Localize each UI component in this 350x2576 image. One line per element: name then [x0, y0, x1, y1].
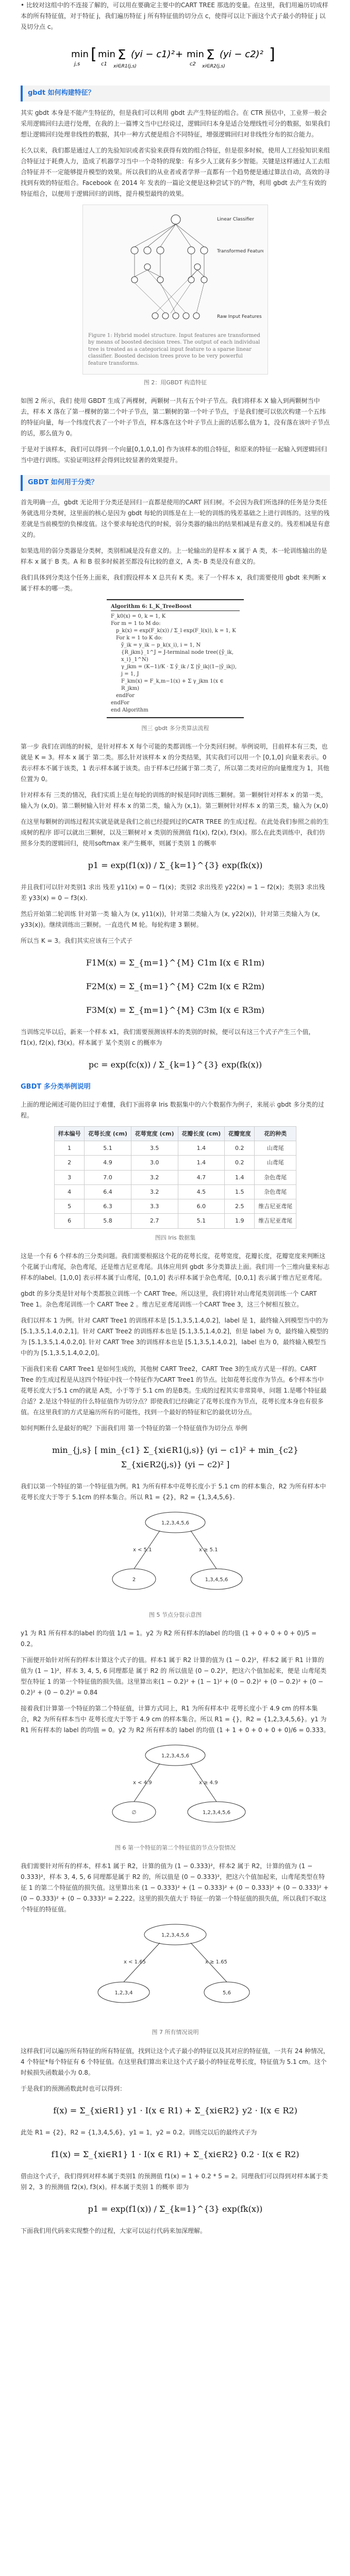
paragraph: 然后开始第二轮训练 针对第一类 输入为 (x, y11(x))，针对第二类输入为 (x, y22(x))，针对第三类输入为 (x, y33(x))。继续训练出三颗树。一直迭代 M 轮。每轮构建 3 颗树。: [21, 910, 320, 928]
paragraph: 其实 gbdt 本身是不能产生特征的，但是我们可以利用 gbdt 去产生特征的组合。在 CTR 预估中，工业界一般会采用逻辑回归去进行处理，在我的上一篇博文当中已经说过，逻辑回归本身是适合处理线性可分的数据，如果我们想让逻辑回归处理非线性的数据，其中一种方式便是组合不同特征，增强逻辑回归对非线性分布的拟合能力。: [21, 109, 330, 138]
table-cell: 3.5: [131, 1141, 178, 1156]
table-row: [55, 1199, 296, 1214]
paragraph: 上面的理论阐述可能仍旧过于难懂，我们下面将拿 Iris 数据集中的六个数据作为例子，来展示 gbdt 多分类的过程。: [21, 1100, 324, 1119]
paragraph: 下面便开始针对所有的样本计算这个式子的值。样本1 属于 R2 计算的值为 (1 − 0.2)²，样本2 属于 R1 计算的值为 (1 − 1)²，样本 3, 4, 5, 6 同理都是 属于 R2 的 所以值是 (0 − 0.2)²，把这六个值加起来，便是 山鸢尾类型在特征 1 的第一个特征值的损失值。这里算出来(1 − 0.2)² + (1 − 1)² + (0 − 0.2)² + (0 − 0.2)² + (0 − 0.2)² + (0 − 0.2)² = 0.84: [21, 1656, 327, 1696]
table-cell: 0.2: [225, 1156, 255, 1170]
algorithm-line: For k = 1 to K do:: [116, 635, 163, 641]
table-cell: 杂色鸢尾: [255, 1170, 296, 1184]
table-row: [55, 1170, 296, 1184]
split-label-right: x ≥ 4.9: [199, 1780, 218, 1786]
table-cell: 6.4: [85, 1184, 131, 1199]
prediction-formula: f(x) = Σ_{xi∈R1} y1 · I(x ∈ R1) + Σ_{xi∈R2} y2 · I(x ∈ R2): [53, 2105, 297, 2115]
paragraph: 如图 2 所示，我们 使用 GBDT 生成了两棵树，两颗树一共有五个叶子节点。我们将样本 X 输入到两颗树当中去，样本 X 落在了第一棵树的第二个叶子节点，第二颗树的第一个叶子节点，于是我们便可以依次构建一个五纬的特征向量，每一个纬度代表了一个叶子节点，样本落在这个叶子节点上面的话那么值为 1，没有落在该叶子节点的话，那么值为 0。: [21, 397, 330, 437]
paragraph: 下面我们用代码来实现整个的过程，大家可以运行代码来加深理解。: [21, 2227, 207, 2234]
fig-label-linear: Linear Classifier: [217, 216, 254, 222]
table-header-cell: 花瓣宽度: [225, 1126, 255, 1141]
intro-paragraph: • 比较对这组中的不连接了解的，可以用在要确定主要中的CART TREE 那选的变量。在这里，我们用遍历切成样本的所有特征值，对于特征 j，我们遍历特征 j 所有特征值的切分点 c，使得可以让下面这个式子最小的特征 j 以及切分点 c。: [21, 2, 328, 30]
formula-F2M: F2M(x) = Σ_{m=1}^{M} C2m I(x ∈ R2m): [86, 981, 265, 991]
svg-text:(yi − c1)²: (yi − c1)²: [131, 49, 175, 60]
algorithm-line: endFor: [116, 692, 135, 699]
split-loss-formula-svg: [67, 42, 284, 71]
svg-text:Σ: Σ: [206, 47, 215, 63]
paragraph: 下面我们来看 CART Tree1 是如何生成的，其他树 CART Tree2，CART Tree 3的生成方式是一样的。CART Tree 的生成过程是从这四个特征中找一个特征作为CART Tree1 的节点。比如花萼长度作为节点。6个样本当中花萼长度大于5.1 cm的就是 A类，小于等于 5.1 cm 的是B类。生成的过程其实非常简单，问题 1.是哪个特征最合适？2.是这个特征的什么特征值作为切分点？即使我们已经确定了花萼长度作为节点，花萼长度本身也有很多值。在这里我们的方式是遍历所有的可能性，找到一个最好的特征和它的最优切分点。: [21, 1365, 327, 1416]
node-split-figure-6: [93, 1741, 258, 1839]
paragraph: 在这里每颗树的训练过程其实就是就是我们之前已经提到过的CATR TREE 的生成过程。在此处我们参照之前的生成树的程序 即可以就出三颗树，以及三颗树对 x 类别的预测值 f1(x), f2(x), f3(x)。那么在此类训练中，我们仿照多分类的逻辑回归，使用softmax 来产生概率，则属于类别 1 的概率: [21, 818, 329, 847]
svg-text:2: 2: [132, 1577, 136, 1583]
softmax-formula-pc: pc = exp(fc(x)) / Σ_{k=1}^{3} exp(fk(x)): [88, 1060, 262, 1070]
table-header-cell: 花萼长度 (cm): [85, 1126, 131, 1141]
table-header-cell: 样本编号: [55, 1126, 85, 1141]
paragraph: 首先明确一点，gbdt 无论用于分类还是回归一直都是使用的CART 回归树。不会因为我们所选择的任务是分类任务就选用分类树，这里面的核心是因为 gbdt 每轮的训练是在上一轮的训练的残差基础之上进行训练的。这里的残差就是当前模型的负梯度值。这个要求每轮迭代的时候，弱分类器的输出的结果相减是有意义的。残差相减是有意义的。: [21, 498, 330, 538]
algorithm-line: {R_jkm}_1^J = J-terminal node tree({ỹ_ik, x_i}_1^N): [121, 649, 234, 663]
paragraph: 如果选用的弱分类器是分类树，类别相减是没有意义的。上一轮输出的是样本 x 属于 A 类，本一轮训练输出的是样本 x 属于 B 类。A 和 B 很多时候甚至都没有比较的意义，A 类- B 类是没有意义的。: [21, 547, 327, 565]
paragraph: 我们需要针对所有的样本，样本1 属于 R2，计算的值为 (1 − 0.333)²，样本2 属于 R2，计算的值为 (1 − 0.333)²，样本 3, 4, 5, 6 同理都是属于 R2 的，所以值是 (0 − 0.333)²，把这六个值加起来，山鸢尾类型在特征 1 的第二个特征值的损失值。这里算出来 (1 − 0.333)² + (1 − 0.333)² + (0 − 0.333)² + (0 − 0.333)² + (0 − 0.333)² + (0 − 0.333)² = 2.222。这里的损失值大于 特征一的第一个特征值的损失值，所以我们不取这个特征的特征值。: [21, 1862, 329, 1913]
formula-F3M: F3M(x) = Σ_{m=1}^{M} C3m I(x ∈ R3m): [86, 1005, 265, 1015]
paragraph: 于是我们的预测函数此时也可以得到：: [21, 2084, 126, 2092]
svg-text:c2: c2: [190, 61, 196, 67]
paragraph: 针对样本有 三类的情况，我们实质上是在每轮的训练的时候是同时训练三颗树。第一颗树针对样本 x 的第一类，输入为 (x,0)。第二颗树输入针对 样本 x 的第二类，输入为 (x,1)。第三颗树针对样本 x 的第三类，输入为 (x,0): [21, 791, 328, 809]
figure-en-caption: Figure 1: Hybrid model structure. Input features are transformed by means of boosted decision trees. The output of each individual tree is treated as a categorical input feature to a sparse linear classifier. Boosted decision trees prove to be very powerful feature transforms.: [88, 332, 260, 366]
node-split-figure-5: [93, 1508, 258, 1606]
table-cell: 4.9: [85, 1156, 131, 1170]
table-cell: 山鸢尾: [255, 1156, 296, 1170]
split-loss-formula: [21, 42, 330, 76]
paragraph: gbdt 的多分类是针对每个类都独立训练一个 CART Tree。所以这里，我们将针对山鸢尾类别训练一个 CART Tree 1。杂色鸢尾训练一个 CART Tree 2 。维吉尼亚鸢尾训练一个CART Tree 3，这三个树相互独立。: [21, 1290, 317, 1308]
article: [21, 0, 330, 2242]
table-cell: 2: [55, 1156, 85, 1170]
softmax-formula-p1: p1 = exp(f1(x)) / Σ_{k=1}^{3} exp(fk(x)): [88, 860, 263, 870]
svg-text:min: min: [71, 49, 89, 60]
table-caption: 图四 Iris 数据集: [155, 1234, 196, 1241]
table-header-cell: 花的种类: [255, 1126, 296, 1141]
table-cell: 维吉尼亚鸢尾: [255, 1214, 296, 1228]
svg-text:[: [: [91, 45, 97, 63]
table-cell: 1.5: [225, 1184, 255, 1199]
figure-caption: 图 7 所有情况说明: [152, 2029, 199, 2036]
split-label-left: x < 5.1: [133, 1547, 152, 1553]
paragraph: 我们以第一个特征的第一个特征值为例。R1 为所有样本中花萼长度小于 5.1 cm 的样本集合，R2 为所有样本中花萼长度大于等于 5.1cm 的样本集合。所以 R1 = {2}，R2 = {1,3,4,5,6}.: [21, 1482, 326, 1501]
hybrid-model-diagram: [88, 210, 263, 329]
svg-text:min: min: [98, 49, 115, 60]
svg-text:∅: ∅: [131, 1810, 137, 1816]
table-cell: 6: [55, 1214, 85, 1228]
table-cell: 2.7: [131, 1214, 178, 1228]
paragraph: 当训练完毕以后，新来一个样本 x1，我们需要预测该样本的类别的时候，便可以有这三个式子产生三个值，f1(x), f2(x), f3(x)。样本属于 某个类别 c 的概率为: [21, 1028, 315, 1046]
table-cell: 1.9: [225, 1214, 255, 1228]
table-cell: 5.8: [85, 1214, 131, 1228]
figure-caption: 图 6 第一个特征的第二个特征值的节点分裂情况: [115, 1844, 236, 1851]
softmax-formula-p1b: p1 = exp(f1(x)) / Σ_{k=1}^{3} exp(fk(x)): [88, 2204, 263, 2214]
svg-text:Σ: Σ: [118, 47, 126, 63]
table-row: [55, 1141, 296, 1156]
algorithm-line: p_k(x) = exp(F_k(x)) / Σ_l exp(F_l(x)), k = 1, K: [116, 628, 236, 634]
table-cell: 6.0: [178, 1199, 225, 1214]
svg-text:1,2,3,4: 1,2,3,4: [114, 1990, 133, 1996]
paragraph: 于是对于该样本，我们可以得到一个向量[0,1,0,1,0] 作为该样本的组合特征，和原来的特征一起输入到逻辑回归当中进行训练。实验证明这样会得到比较显著的效果提升。: [21, 446, 327, 464]
svg-text:j,s: j,s: [74, 61, 80, 67]
table-cell: 0.2: [225, 1141, 255, 1156]
svg-text:1,2,3,4,5,6: 1,2,3,4,5,6: [161, 1520, 190, 1526]
prediction-formula-final: f1(x) = Σ_{xi∈R1} 1 · I(x ∈ R1) + Σ_{xi∈R2} 0.2 · I(x ∈ R2): [51, 2149, 299, 2159]
svg-text:1,2,3,4,5,6: 1,2,3,4,5,6: [161, 1933, 190, 1939]
iris-table: [54, 1126, 296, 1229]
paragraph: 这是一个有 6 个样本的三分类问题。我们需要根据这个花的花萼长度，花萼宽度，花瓣长度，花瓣宽度来判断这个花属于山鸢尾，杂色鸢尾，还是维吉尼亚鸢尾。具体应用到 gbdt 多分类算法上面。我们用一个三维向量来标志样本的label。[1,0,0] 表示样本属于山鸢尾，[0,1,0] 表示样本属于杂色鸢尾，[0,0,1] 表示属于维吉尼亚鸢尾。: [21, 1252, 330, 1281]
hybrid-model-figure: [82, 205, 268, 375]
svg-text:c1: c1: [101, 61, 107, 67]
svg-text:]: ]: [269, 45, 275, 63]
paragraph: y1 为 R1 所有样本的label 的均值 1/1 = 1。y2 为 R2 所有样本的label 的均值 (1 + 0 + 0 + 0 + 0)/5 = 0.2。: [21, 1630, 317, 1648]
algorithm-title: Algorithm 6: L_K_TreeBoost: [111, 603, 240, 611]
table-cell: 杂色鸢尾: [255, 1184, 296, 1199]
paragraph: 接着我们计算第一个特征的第二个特征值，计算方式同上，R1 为所有样本中 花萼长度小于 4.9 cm 的样本集合，R2 为所有样本当中 花萼长度大于等于 4.9 cm 的样本集合。所以 R1 = {}，R2 = {1,2,3,4,5,6}。y1 为 R1 所有样本的 label 的均值 = 0。y2 为 R2 所有样本的 label 的均值 (1 + 1 + 0 + 0 + 0 + 0)/6 = 0.333。: [21, 1705, 330, 1734]
table-cell: 3.0: [131, 1156, 178, 1170]
table-cell: 4: [55, 1184, 85, 1199]
paragraph: 如何判断什么是最好的呢？下面我们用 第一个特征的第一个特征值作为切分点 举例: [21, 1424, 247, 1432]
table-row: [55, 1184, 296, 1199]
table-row: [55, 1214, 296, 1228]
svg-text:+: +: [175, 49, 184, 60]
table-header-cell: 花萼宽度 (cm): [131, 1126, 178, 1141]
split-label-left: x < 1.65: [124, 1959, 146, 1965]
table-cell: 3.2: [131, 1184, 178, 1199]
formula-F1M: F1M(x) = Σ_{m=1}^{M} C1m I(x ∈ R1m): [86, 958, 265, 968]
algorithm-line: ỹ_ik = y_ik − p_k(x_i), i = 1, N: [121, 642, 201, 648]
split-label-right: x ≥ 1.65: [205, 1959, 227, 1965]
table-cell: 维吉尼亚鸢尾: [255, 1199, 296, 1214]
svg-text:5,6: 5,6: [223, 1990, 231, 1996]
table-cell: 1: [55, 1141, 85, 1156]
table-cell: 5.1: [85, 1141, 131, 1156]
paragraph: 我们具体到分类这个任务上面来，我们假设样本 X 总共有 K 类。来了一个样本 x，我们需要使用 gbdt 来判断 x 属于样本的哪一类。: [21, 573, 326, 592]
figure-caption: 图三 gbdt 多分类算法流程: [141, 724, 209, 732]
svg-text:1,2,3,4,5,6: 1,2,3,4,5,6: [161, 1753, 190, 1759]
algorithm-line: For m = 1 to M do:: [111, 620, 161, 626]
table-cell: 1.4: [225, 1170, 255, 1184]
svg-text:xi∈R1(j,s): xi∈R1(j,s): [113, 64, 137, 69]
svg-text:xi∈R2(j,s): xi∈R2(j,s): [202, 64, 225, 69]
paragraph: 这样我们可以遍历所有特征的所有特征值，找到让这个式子最小的特征以及其对应的特征值，一共有 24 种情况，4 个特征*每个特征有 6 个特征值。在这里我们算出来让这个式子最小的特征花萼长度，特征值为 5.1 cm。这个时候损失函数最小为 0.8。: [21, 2047, 329, 2076]
table-cell: 5: [55, 1199, 85, 1214]
table-header-row: [55, 1126, 296, 1141]
algorithm-line: F_km(x) = F_k,m−1(x) + Σ γ_jkm 1(x ∈ R_jkm): [121, 678, 224, 691]
table-cell: 1.4: [178, 1141, 225, 1156]
figure-caption: 图 5 节点分裂示意图: [149, 1611, 202, 1618]
svg-text:Transformed Features: Transformed Features: [217, 248, 263, 254]
algorithm-line: F_k0(x) = 0, k = 1, K: [111, 613, 166, 619]
svg-text:1,3,4,5,6: 1,3,4,5,6: [205, 1577, 228, 1583]
paragraph: 我们以样本 1 为例。针对 CART Tree1 的训练样本是 [5.1,3.5,1.4,0.2]，label 是 1，最终输入到模型当中的为 [5.1,3.5,1.4,0.2,1]。针对 CART Tree2 的训练样本也是 [5.1,3.5,1.4,0.2]，但是 label 为 0，最终输入模型的为 [5.1,3.5,1.4,0.2,0]. 针对 CART Tree 3的训练样本也是 [5.1,3.5,1.4,0.2]，label 也为 0，最终输入模型当中的为 [5.1,3.5,1.4,0.2,0]。: [21, 1316, 329, 1357]
table-cell: 1.4: [178, 1156, 225, 1170]
table-cell: 4.5: [178, 1184, 225, 1199]
svg-text:(yi − c2)²: (yi − c2)²: [220, 49, 263, 60]
split-loss-formula-2: min_{j,s} [ min_{c1} Σ_{xi∈R1(j,s)} (yi − c1)² + min_{c2} Σ_{xi∈R2(j,s)} (yi − c2)² ]: [52, 1445, 298, 1469]
table-cell: 6.3: [85, 1199, 131, 1214]
svg-text:min: min: [187, 49, 204, 60]
table-cell: 2.5: [225, 1199, 255, 1214]
algorithm-box: [107, 599, 244, 718]
svg-text:Raw Input Features: Raw Input Features: [217, 314, 262, 319]
algorithm-line: γ_jkm = (K−1)/K · Σ ỹ_ik / Σ |ỹ_ik|(1−|ỹ_ik|), j = 1, J: [121, 664, 237, 677]
split-label-left: x < 4.9: [133, 1780, 152, 1786]
svg-text:1,2,3,4,5,6: 1,2,3,4,5,6: [202, 1810, 231, 1816]
table-cell: 5.1: [178, 1214, 225, 1228]
table-cell: 7.0: [85, 1170, 131, 1184]
figure-caption: 图 2：用GBDT 构造特征: [143, 379, 207, 386]
table-cell: 3.2: [131, 1170, 178, 1184]
table-cell: 3: [55, 1170, 85, 1184]
table-cell: 3.3: [131, 1199, 178, 1214]
table-cell: 山鸢尾: [255, 1141, 296, 1156]
paragraph: 借由这个式子，我们得到对样本属于类别1 的预测值 f1(x) = 1 + 0.2 * 5 = 2。同理我们可以得到对样本属于类别 2，3 的预测值 f2(x), f3(x)。样本属于类别 1 的概率 即为: [21, 2172, 328, 2191]
paragraph: 第一步 我们在训练的时候，是针对样本 X 每个可能的类都训练一个分类回归树。举例说明，目前样本有三类，也就是 K = 3。样本 x 属于 第二类。那么针对该样本 x 的分类结果，其实我们可以用一个 [0,1,0] 向量来表示。0 表示样本不属于该类，1 表示样本属于该类。由于样本已经属于第二类了，所以第二类对应的向量维度为 1，其他位置为 0。: [21, 743, 329, 783]
paragraph: 所以当 K = 3。我们其实应该有三个式子: [21, 937, 133, 944]
table-cell: 4.7: [178, 1170, 225, 1184]
table-row: [55, 1156, 296, 1170]
section-heading-feature-construction: gbdt 如何构建特征？: [21, 86, 330, 101]
algorithm-line: end Algorithm: [111, 707, 148, 713]
split-label-right: x ≥ 5.1: [199, 1547, 218, 1553]
paragraph: 长久以来，我们都是通过人工的先验知识或者实验来获得有效的组合特征，但是很多时候，使用人工经验知识来组合特征过于耗费人力，造成了机器学习当中一个奇特的现象：有多少人工就有多少智能。关键是这样通过人工去组合特征并不一定能够提升模型的效果。所以我们的从业者或者学界一直都有一个趋势便是通过算法自动，高效的寻找到有效的特征组合。Facebook 在 2014 年 发表的一篇论文便是这种尝试下的产物，利用 gbdt 去产生有效的特征组合，以便用于逻辑回归的训练，提升模型最终的效果。: [21, 146, 330, 197]
algorithm-line: endFor: [111, 700, 129, 706]
section-heading-example: GBDT 多分类举例说明: [21, 1083, 91, 1091]
paragraph: 此处 R1 = {2}，R2 = {1,3,4,5,6}，y1 = 1，y2 = 0.2。训练完以后的最终式子为: [21, 2128, 257, 2136]
section-heading-classification: GBDT 如何用于分类？: [21, 475, 330, 491]
paragraph: 并且我们可以针对类别1 求出 残差 y11(x) = 0 − f1(x)；类别2 求出残差 y22(x) = 1 − f2(x)；类别3 求出残差 y33(x) = 0 − f3(x).: [21, 884, 325, 902]
table-header-cell: 花瓣长度 (cm): [178, 1126, 225, 1141]
all-cases-figure-7: [67, 1920, 284, 2023]
